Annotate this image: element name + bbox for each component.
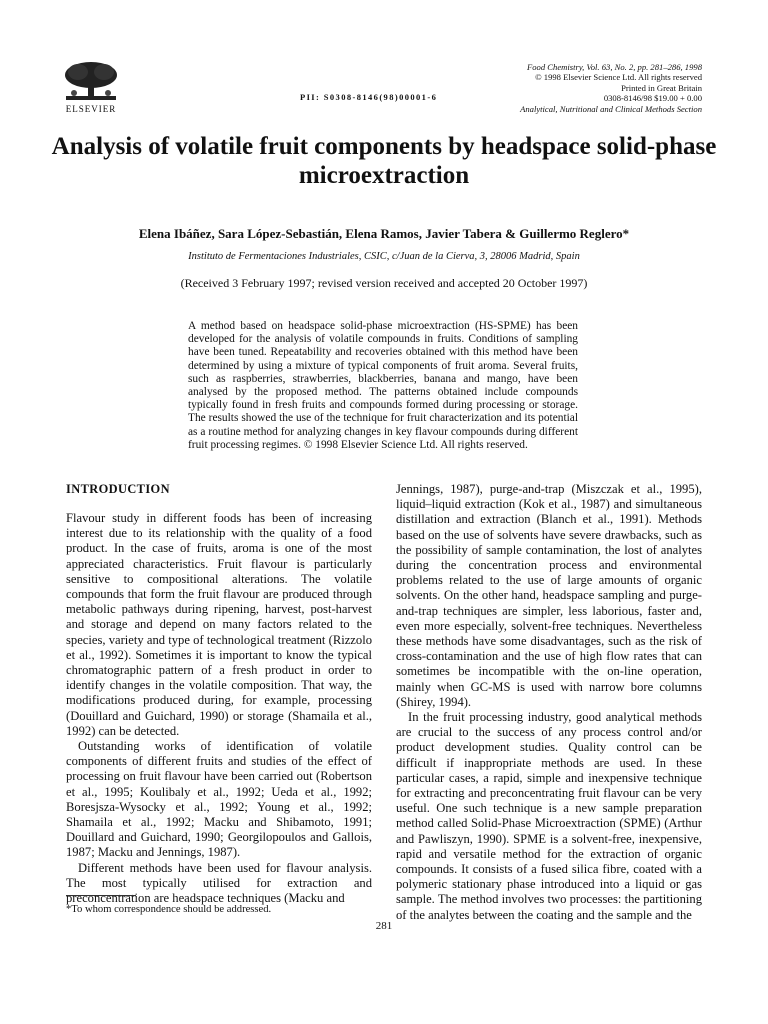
received-dates: (Received 3 February 1997; revised version received and accepted 20 October 1997) — [180, 276, 588, 290]
paper-title: Analysis of volatile fruit components by headspace solid-phase microextraction — [51, 133, 717, 189]
copyright-line: © 1998 Elsevier Science Ltd. All rights reserved — [535, 72, 702, 83]
right-column — [396, 482, 702, 923]
left-column — [66, 511, 372, 906]
paragraph: Different methods have been used for flavour analysis. The most typically utilised for extraction and preconcentration are headspace techniques (Macku and — [66, 860, 372, 906]
paragraph: Flavour study in different foods has been of increasing interest due to its relationship with the quality of a food product. In the case of fruits, aroma is one of the most appreciated characteristics. Fruit flavour is particularly sensitive to compositional alterations. The volatile compounds that form the fruit flavour are produced through metabolic pathways during ripening, harvest, post-harvest and storage and depend on many factors related to the species, variety and type of technological treatment (Rizzolo et al., 1992). Sometimes it is important to know the typical chromatographic pattern of a fresh product in order to identify changes in the volatile composition. That way, the modifications produced during, for example, processing (Douillard and Guichard, 1990) or storage (Shamaila et al., 1992) can be detected. — [66, 511, 372, 738]
tree-logo-icon — [60, 60, 122, 102]
footnote: *To whom correspondence should be addressed. — [66, 904, 272, 915]
paragraph: In the fruit processing industry, good analytical methods are crucial to the success of any process control and/or product development studies. Quality control can be difficult if inappropriate methods are used. In these particular cases, a rapid, simple and inexpensive technique for extracting and preconcentrating fruit flavour can be very useful. One such technique is a new sample preparation method called Solid-Phase Microextraction (SPME) (Arthur and Pawliszyn, 1990). SPME is a solvent-free, inexpensive, rapid and versatile method for the extraction of organic compounds. It consists of a fused silica fibre, coated with a polymeric stationary phase introduced into a liquid or gas sample. The method involves two processes: the partitioning of the analytes between the coating and the sample and the — [396, 710, 702, 922]
section-heading-introduction: INTRODUCTION — [66, 482, 170, 496]
journal-info — [520, 62, 702, 114]
section-line: Analytical, Nutritional and Clinical Methods Section — [520, 103, 702, 114]
affiliation: Instituto de Fermentaciones Industriales, CSIC, c/Juan de la Cierva, 3, 28006 Madrid, Spain — [188, 251, 580, 262]
issn-line: 0308-8146/98 $19.00 + 0.00 — [603, 93, 702, 104]
printed-line: Printed in Great Britain — [621, 82, 702, 93]
page-number: 281 — [375, 920, 393, 932]
author-list: Elena Ibáñez, Sara López-Sebastián, Elena Ramos, Javier Tabera & Guillermo Reglero* — [138, 226, 630, 241]
footnote-divider — [66, 895, 136, 896]
abstract: A method based on headspace solid-phase microextraction (HS-SPME) has been developed for the analysis of volatile compounds in fruits. Conditions of sampling have been tuned. Repeatability and recoveries obtained with this method have been determined by using a mixture of typical components of fruit aroma. Several fruits, such as raspberries, strawberries, blackberries, banana and mango, have been analysed by the proposed method. The patterns obtained include compounds typically found in fresh fruits and compounds formed during processing or storage. The results showed the use of the technique for fruit characterization and its potential as a routine method for analyzing changes in key flavour compounds during different fruit processing regimes. © 1998 Elsevier Science Ltd. All rights reserved. — [188, 320, 578, 451]
publisher-name: ELSEVIER — [65, 104, 117, 114]
pii-code: PII: S0308-8146(98)00001-6 — [300, 92, 438, 102]
publisher-logo — [60, 60, 122, 114]
paragraph: Jennings, 1987), purge-and-trap (Miszczak et al., 1995), liquid–liquid extraction (Kok et al., 1987) and simultaneous distillation and extraction (Blanch et al., 1991). Methods based on the use of solvents have severe drawbacks, such as the possibility of sample contamination, the lost of analytes during the concentration process and environmental problems related to the use of large amounts of organic solvents. On the other hand, headspace sampling and purge-and-trap techniques are simpler, less laborious, faster and, even more especially, solvent-free techniques. Nevertheless these methods have some disadvantages, such as the risk of cross-contamination and the use of high flow rates that can sometimes be incompatible with the on-line operation, mainly when GC-MS is used with narrow bore columns (Shirey, 1994). — [396, 482, 702, 709]
journal-citation: Food Chemistry, Vol. 63, No. 2, pp. 281–286, 1998 — [527, 62, 702, 72]
paragraph: Outstanding works of identification of volatile components of different fruits and studies of the effect of processing on fruit flavour have been carried out (Robertson et al., 1995; Koulibaly et al., 1992; Ueda et al., 1992; Boresjsza-Wysocky et al., 1992; Young et al., 1992; Shamaila et al., 1992; Macku and Shibamoto, 1991; Douillard and Guichard, 1990; Georgilopoulos and Gallois, 1987; Macku and Jennings, 1987). — [66, 739, 372, 860]
